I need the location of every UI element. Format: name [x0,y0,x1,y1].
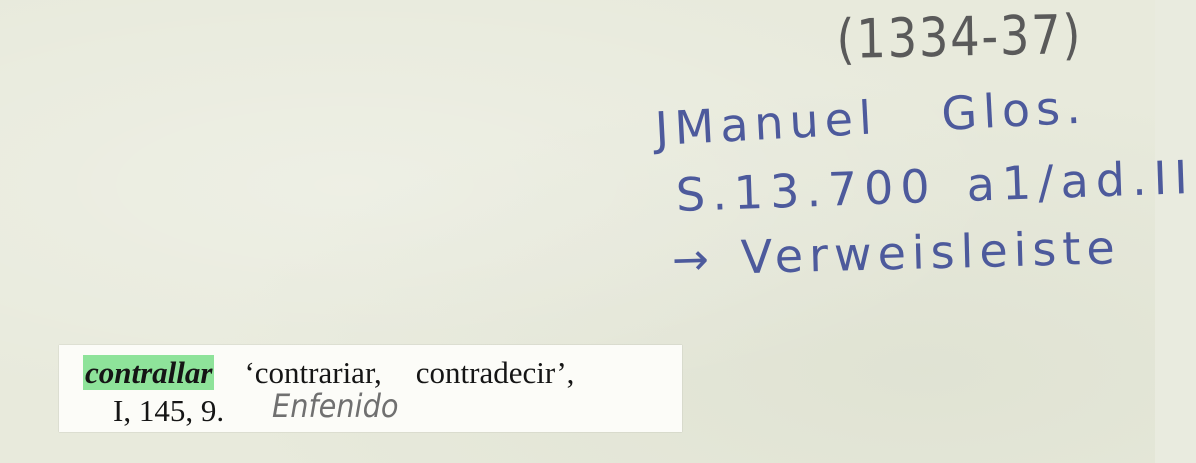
stamp-author: JManuel [653,90,879,156]
gloss-part-2: contradecir’, [415,355,575,390]
stamp-line-source [654,79,1088,156]
headword: contrallar [85,355,213,390]
stamp-signature: S.13.700 [675,158,938,222]
arrow-right-icon: → [671,233,716,286]
dictionary-clipping [59,345,682,432]
stamp-work: Glos. [940,79,1088,141]
gloss-part-1: ‘contrariar, [244,355,382,390]
citation: I, 145, 9. [113,393,225,428]
entry-line-1 [83,355,574,391]
handwritten-reference: (1334-37) [836,3,1083,71]
stamp-referral-text: Verweisleiste [740,220,1122,285]
handwritten-note: Enfenido [272,387,399,425]
stamp-line-referral [671,220,1121,286]
stamp-line-shelfmark [675,150,1195,222]
stamp-volume: a1/ad.II [965,149,1196,212]
